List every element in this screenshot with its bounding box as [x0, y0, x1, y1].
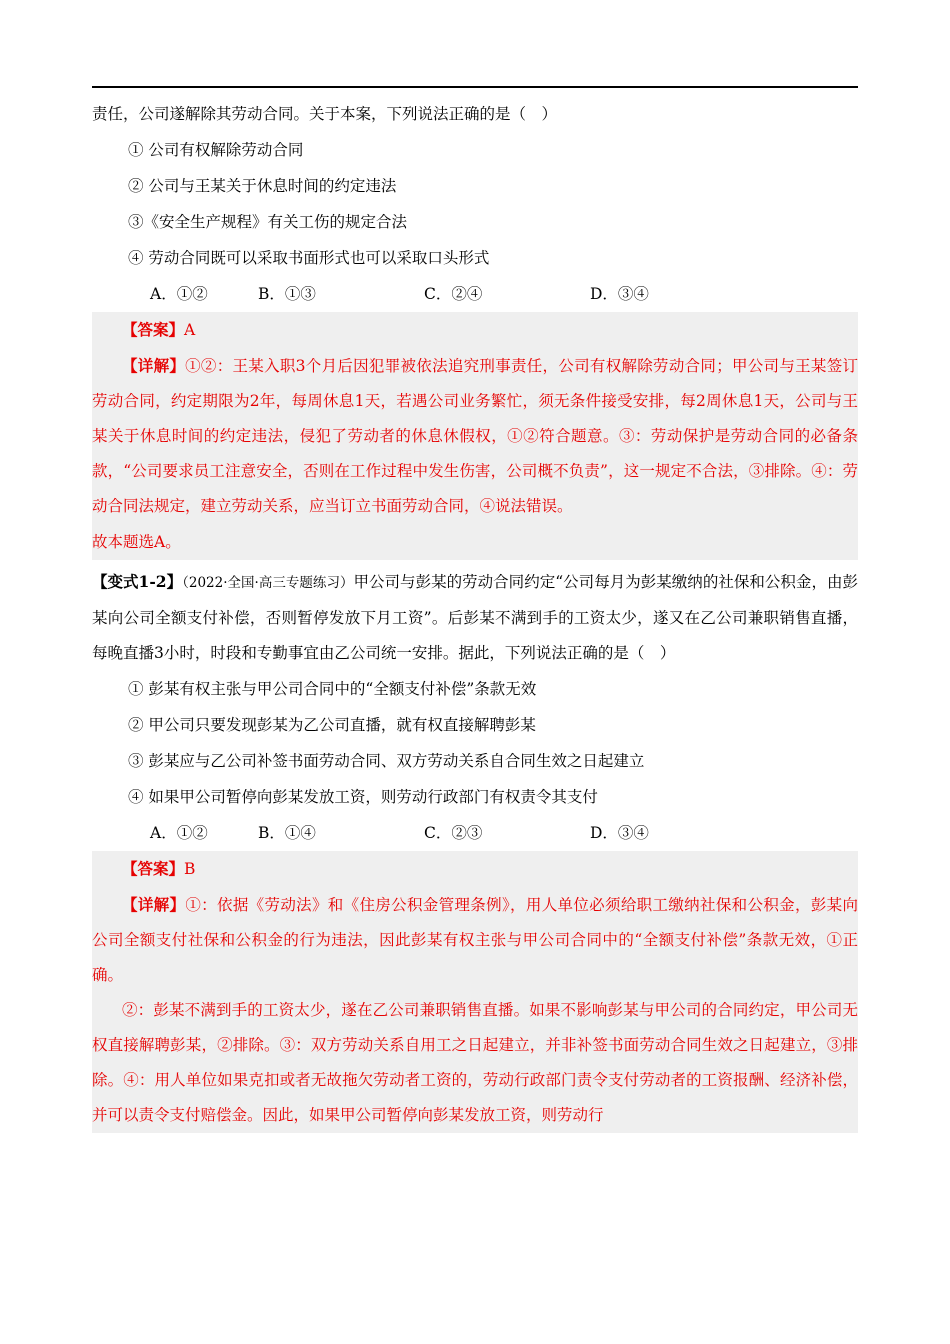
q1-answer-box [92, 312, 858, 560]
q2-item-2: ② 甲公司只要发现彭某为乙公司直播，就有权直接解聘彭某 [128, 716, 536, 734]
q2-detail-p2: ②：彭某不满到手的工资太少，遂在乙公司兼职销售直播。如果不影响彭某与甲公司的合同约定，甲公司无权直接解聘彭某，②排除。③：双方劳动关系自用工之日起建立，并非补签书面劳动合同生效之日起建立，③排除。④：用人单位如果克扣或者无故拖欠劳动者工资的，劳动行政部门责令支付劳动者的工资报酬、经济补偿，并可以责令支付赔偿金。因此，如果甲公司暂停向彭某发放工资，则劳动行 [92, 1001, 858, 1124]
q2-stem-text: 甲公司与彭某的劳动合同约定“公司每月为彭某缴纳的社保和公积金，由彭某向公司全额支付补偿，否则暂停发放下月工资”。后彭某不满到手的工资太少，遂又在乙公司兼职销售直播，每晚直播3小时，时段和专勤事宜由乙公司统一安排。据此，下列说法正确的是（ ） [92, 573, 858, 662]
q2-answer [92, 851, 858, 887]
q1-option-b: B．①③ [258, 285, 316, 303]
q1-option-c: C．②④ [424, 285, 483, 303]
q2-label: 【变式1-2】 [92, 572, 183, 591]
q1-item-2: ② 公司与王某关于休息时间的约定违法 [128, 177, 397, 195]
q2-answer-box [92, 851, 858, 1133]
q2-option-c: C．②③ [424, 824, 483, 842]
q1-stem-tail: 责任，公司遂解除其劳动合同。关于本案，下列说法正确的是（ ） [92, 105, 558, 123]
q2-source: （2022·全国·高三专题练习） [182, 575, 354, 591]
q1-detail-label: 【详解】 [122, 356, 186, 375]
q2-detail-label: 【详解】 [122, 895, 186, 914]
q2-answer-label: 【答案】 [122, 859, 185, 878]
q1-detail-text: ①②：王某入职3个月后因犯罪被依法追究刑事责任，公司有权解除劳动合同；甲公司与王某签订劳动合同，约定期限为2年，每周休息1天，若遇公司业务繁忙，须无条件接受安排，每2周休息1天，公司与王某关于休息时间的约定违法，侵犯了劳动者的休息休假权，①②符合题意。③：劳动保护是劳动合同的必备条款，“公司要求员工注意安全，否则在工作过程中发生伤害，公司概不负责”，这一规定不合法，③排除。④：劳动合同法规定，建立劳动关系，应当订立书面劳动合同，④说法错误。 [92, 357, 858, 515]
q1-detail [92, 348, 858, 524]
q1-answer [92, 312, 858, 348]
q2-option-d: D．③④ [590, 824, 649, 842]
q1-conclusion: 故本题选A。 [92, 533, 181, 551]
q2-option-b: B．①④ [258, 824, 316, 842]
q2-item-1: ① 彭某有权主张与甲公司合同中的“全额支付补偿”条款无效 [128, 680, 537, 698]
q2-item-3: ③ 彭某应与乙公司补签书面劳动合同、双方劳动关系自合同生效之日起建立 [128, 752, 645, 770]
q1-answer-label: 【答案】 [122, 320, 185, 339]
q1-item-3: ③《安全生产规程》有关工伤的规定合法 [128, 213, 408, 231]
q1-answer-value: A [184, 321, 196, 339]
q1-options [92, 276, 858, 312]
header-rule [92, 86, 858, 88]
q2-answer-value: B [184, 860, 196, 878]
q2-stem [92, 564, 858, 671]
q1-option-a: A．①② [150, 285, 208, 303]
q1-option-d: D．③④ [590, 285, 649, 303]
q2-detail-p1-text: ①：依据《劳动法》和《住房公积金管理条例》，用人单位必须给职工缴纳社保和公积金，彭某向公司全额支付社保和公积金的行为违法，因此彭某有权主张与甲公司合同中的“全额支付补偿”条款无效，①正确。 [92, 896, 858, 984]
q2-option-a: A．①② [150, 824, 208, 842]
q1-item-4: ④ 劳动合同既可以采取书面形式也可以采取口头形式 [128, 249, 490, 267]
q2-options [92, 815, 858, 851]
q2-item-4: ④ 如果甲公司暂停向彭某发放工资，则劳动行政部门有权责令其支付 [128, 788, 598, 806]
document-body [92, 96, 858, 1133]
q1-item-1: ① 公司有权解除劳动合同 [128, 141, 304, 159]
q2-detail-p1 [92, 887, 858, 993]
